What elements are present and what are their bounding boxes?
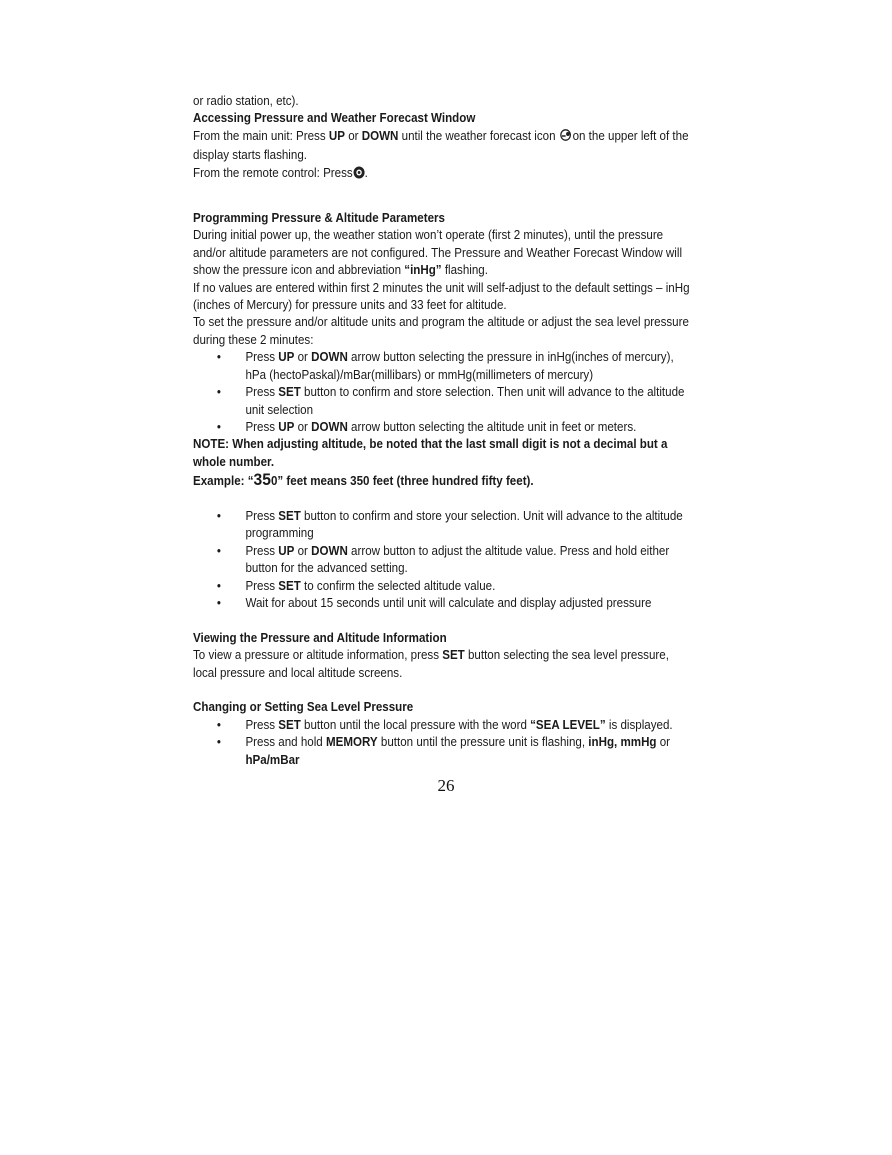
text: From the remote control: Press <box>193 165 353 180</box>
list-item: • Press SET button to confirm and store selection. Then unit will advance to the altitude unit selection <box>193 384 690 419</box>
list-item: • Press SET button until the local pressure with the word “SEA LEVEL” is displayed. <box>193 717 690 734</box>
text: until the weather forecast icon <box>398 128 559 143</box>
text: During initial power up, the weather station won’t operate (first 2 minutes), until the pressure and/or altitude parameters are not configured. The Pressure and Weather Forecast Window will show the pressure icon and abbreviation <box>193 228 683 278</box>
example: Example: “350” feet means 350 feet (three hundred fifty feet). <box>193 470 534 490</box>
section-heading-accessing: Accessing Pressure and Weather Forecast Window <box>193 111 476 126</box>
intro-line: or radio station, etc). <box>193 94 299 108</box>
keyword: UP <box>328 128 345 143</box>
text: flashing. <box>441 263 488 278</box>
paragraph <box>193 128 690 165</box>
paragraph: If no values are entered within first 2 minutes the unit will self-adjust to the default settings – inHg (inches of Mercury) for pressure units and 33 feet for altitude. <box>193 280 690 313</box>
manual-page <box>193 93 690 769</box>
bullet-list <box>193 508 690 612</box>
text: or <box>344 128 362 143</box>
bullet-list <box>193 717 690 769</box>
page-number: 26 <box>437 776 455 795</box>
section-heading-viewing: Viewing the Pressure and Altitude Information <box>193 630 447 645</box>
note: NOTE: When adjusting altitude, be noted that the last small digit is not a decimal but a whole number. <box>193 437 668 469</box>
list-item: • Press UP or DOWN arrow button selecting the altitude unit in feet or meters. <box>193 419 690 436</box>
paragraph: To set the pressure and/or altitude units and program the altitude or adjust the sea level pressure during these 2 minutes: <box>193 315 689 347</box>
text: From the main unit: Press <box>193 128 329 143</box>
paragraph: To view a pressure or altitude information, press SET button selecting the sea level pressure, local pressure and local altitude screens. <box>193 648 669 680</box>
bullet-list <box>193 349 690 436</box>
weather-forecast-icon <box>559 129 573 147</box>
list-item: • Press SET to confirm the selected altitude value. <box>193 578 690 595</box>
keyword: “inHg” <box>404 263 442 278</box>
list-item: • Press UP or DOWN arrow button to adjust the altitude value. Press and hold either button for the advanced setting. <box>193 543 690 578</box>
list-item: • Press SET button to confirm and store your selection. Unit will advance to the altitude programming <box>193 508 690 543</box>
paragraph <box>193 165 690 184</box>
paragraph <box>193 227 690 279</box>
section-heading-programming: Programming Pressure & Altitude Parameters <box>193 211 445 226</box>
list-item: • Wait for about 15 seconds until unit will calculate and display adjusted pressure <box>193 595 690 612</box>
list-item: • Press UP or DOWN arrow button selecting the pressure in inHg(inches of mercury), hPa (hectoPaskal)/mBar(millibars) or mmHg(millimeters of mercury) <box>193 349 690 384</box>
text: . <box>364 165 368 180</box>
text: on the upper left of the display starts flashing. <box>193 128 689 163</box>
section-heading-sea-level: Changing or Setting Sea Level Pressure <box>193 700 414 715</box>
remote-button-icon <box>353 166 365 184</box>
keyword: DOWN <box>361 128 399 143</box>
list-item: • Press and hold MEMORY button until the pressure unit is flashing, inHg, mmHg or hPa/mBar <box>193 734 690 769</box>
